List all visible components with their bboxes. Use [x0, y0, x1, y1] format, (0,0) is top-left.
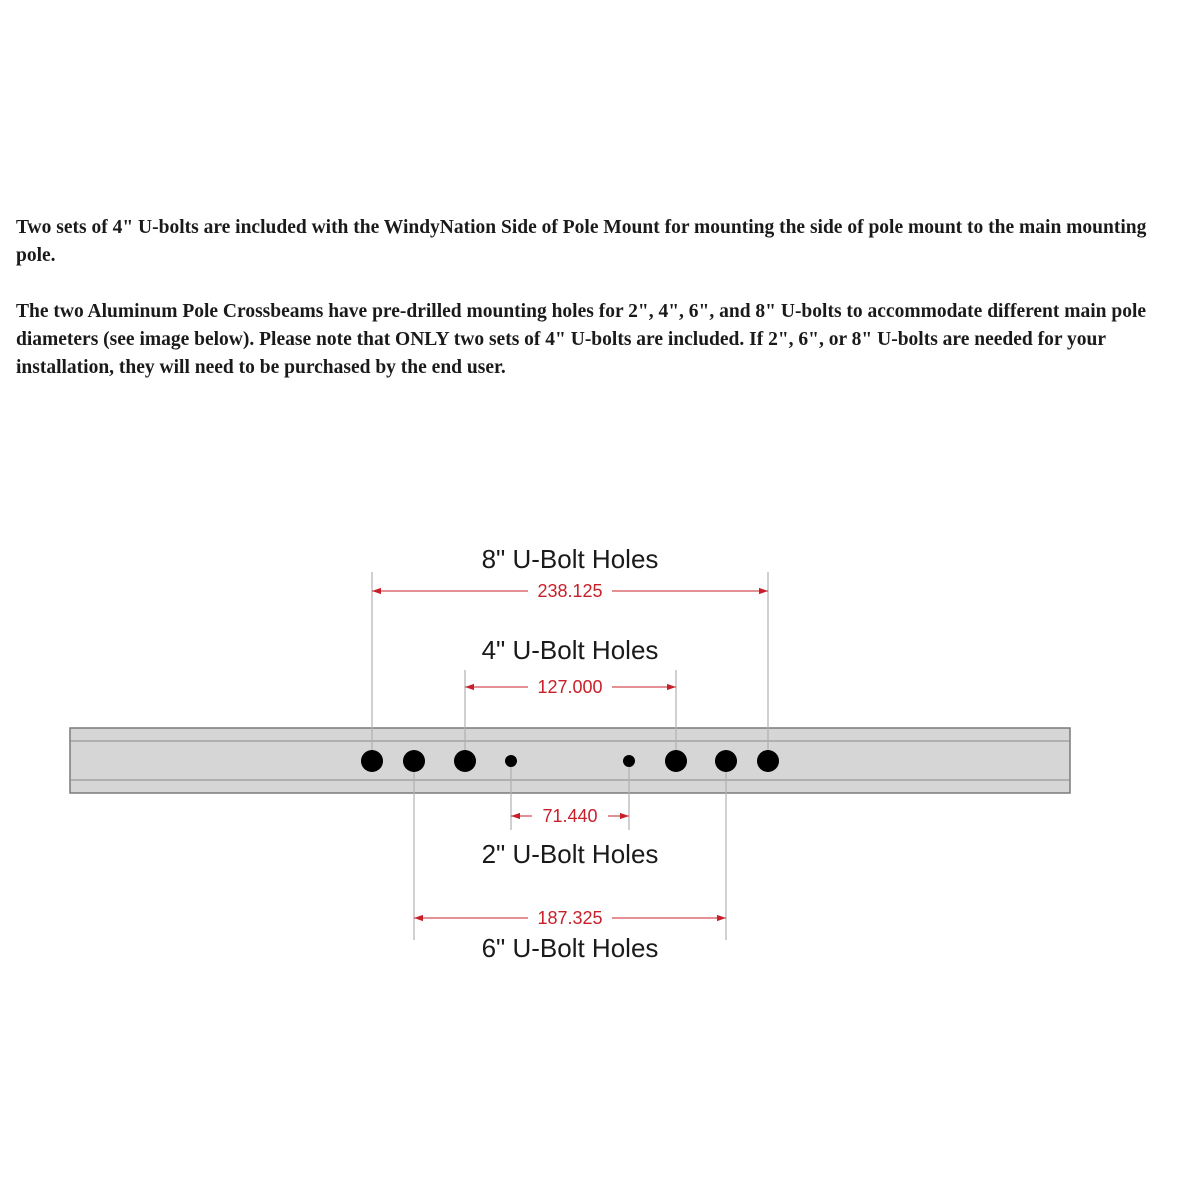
intro-paragraph: Two sets of 4" U-bolts are included with the WindyNation Side of Pole Mount for mounting the side of pole mount to the main mounting pole.	[16, 217, 1147, 266]
hole-6in-right	[715, 750, 737, 772]
hole-8in-right	[757, 750, 779, 772]
dimension-4in: 127.000	[537, 677, 603, 697]
label-6in-u-bolt-holes: 6" U-Bolt Holes	[481, 933, 659, 963]
label-4in-u-bolt-holes: 4" U-Bolt Holes	[481, 635, 659, 665]
hole-2in-left	[505, 755, 517, 767]
label-2in-u-bolt-holes: 2" U-Bolt Holes	[481, 839, 659, 869]
crossbeam-paragraph: The two Aluminum Pole Crossbeams have pre-drilled mounting holes for 2", 4", 6", and 8" U-bolts to accommodate different main pole diameters (see image below). Please note that ONLY two sets of 4" U-bolts are included. If 2", 6", or 8" U-bolts are needed for your installation, they will need to be purchased by the end user.	[16, 301, 1147, 378]
hole-8in-left	[361, 750, 383, 772]
crossbeam-body	[70, 728, 1070, 793]
hole-2in-right	[623, 755, 635, 767]
hole-4in-right	[665, 750, 687, 772]
hole-6in-left	[403, 750, 425, 772]
crossbeam	[70, 728, 1070, 793]
label-8in-u-bolt-holes: 8" U-Bolt Holes	[481, 544, 659, 574]
dimension-2in: 71.440	[542, 806, 598, 826]
dimension-8in: 238.125	[537, 581, 603, 601]
dimension-6in: 187.325	[537, 908, 603, 928]
hole-4in-left	[454, 750, 476, 772]
